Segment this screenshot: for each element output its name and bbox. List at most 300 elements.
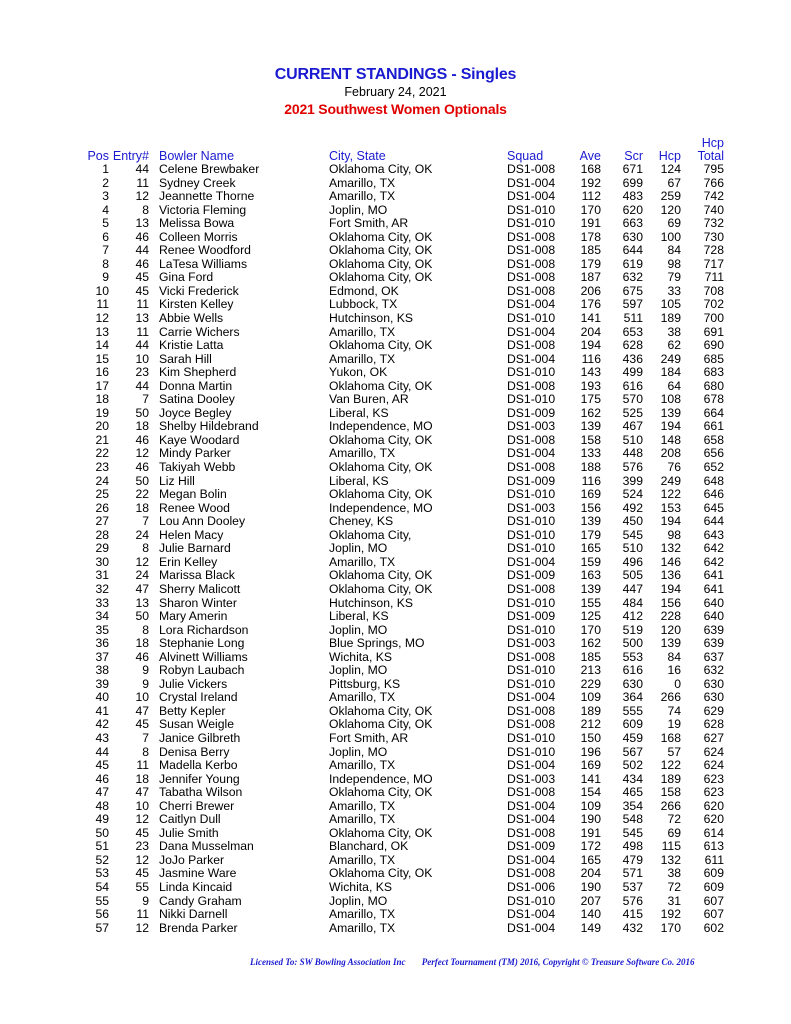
cell-entry: 45 [135,270,149,285]
cell-scr: 484 [622,595,643,610]
cell-entry: 12 [135,446,149,461]
cell-city-state: Hutchinson, KS [329,595,414,610]
table-row [78,177,724,191]
standings-body [78,163,724,935]
cell-spacer [149,895,159,909]
cell-pos: 55 [95,893,109,908]
cell-scr: 597 [622,297,643,312]
cell-entry: 50 [135,473,149,488]
cell-bowler-name: Dana Musselman [159,839,254,854]
cell-spacer [149,353,159,367]
cell-ave: 172 [580,839,601,854]
cell-entry: 8 [142,744,149,759]
cell-pos: 25 [95,487,109,502]
cell-hcp: 249 [660,351,681,366]
cell-scr: 630 [622,676,643,691]
cell-spacer [149,867,159,881]
cell-hcp-total: 624 [703,744,724,759]
cell-ave: 191 [580,825,601,840]
cell-bowler-name: Sharon Winter [159,595,237,610]
cell-hcp: 194 [660,514,681,529]
cell-city-state: Van Buren, AR [329,392,409,407]
cell-city-state: Oklahoma City, OK [329,825,433,840]
cell-spacer [149,488,159,502]
cell-hcp: 98 [667,256,681,271]
cell-hcp: 115 [661,839,681,854]
cell-scr: 548 [622,812,643,827]
col-entry: Entry# [112,149,149,163]
cell-bowler-name: Abbie Wells [159,311,224,326]
cell-ave: 192 [580,175,601,190]
cell-pos: 34 [95,609,109,624]
cell-hcp-total: 641 [703,581,724,596]
cell-hcp-total: 623 [703,785,724,800]
cell-bowler-name: Joyce Begley [159,405,232,420]
cell-hcp-total: 700 [703,311,724,326]
cell-scr: 609 [622,717,643,732]
cell-hcp-total: 607 [703,907,724,922]
cell-squad: DS1-008 [507,703,556,718]
cell-spacer [149,339,159,353]
cell-bowler-name: Kim Shepherd [159,365,237,380]
cell-ave: 179 [580,527,601,542]
cell-squad: DS1-010 [507,744,556,759]
cell-squad: DS1-008 [507,229,556,244]
cell-hcp: 184 [660,365,681,380]
cell-bowler-name: Nikki Darnell [159,907,228,922]
cell-hcp-total: 630 [703,690,724,705]
cell-spacer [149,569,159,583]
cell-scr: 576 [622,460,643,475]
cell-bowler-name: Erin Kelley [159,554,218,569]
cell-hcp: 84 [667,243,681,258]
table-row [78,407,724,421]
cell-spacer [149,393,159,407]
cell-pos: 8 [102,256,109,271]
col-hcp-total-bottom: Total [697,149,724,163]
cell-bowler-name: Colleen Morris [159,229,238,244]
cell-squad: DS1-008 [507,162,556,176]
cell-scr: 644 [622,243,643,258]
cell-pos: 37 [95,649,109,664]
cell-squad: DS1-010 [507,311,556,326]
cell-ave: 212 [580,717,601,732]
cell-pos: 39 [95,676,109,691]
cell-bowler-name: Susan Weigle [159,717,234,732]
cell-hcp-total: 640 [703,609,724,624]
cell-hcp: 148 [660,432,681,447]
cell-squad: DS1-003 [507,500,556,515]
cell-hcp-total: 691 [703,324,724,339]
cell-hcp-total: 630 [703,676,724,691]
cell-city-state: Joplin, MO [329,622,388,637]
cell-city-state: Joplin, MO [329,744,388,759]
cell-scr: 465 [622,785,643,800]
cell-hcp: 105 [660,297,681,312]
table-row [78,651,724,665]
cell-bowler-name: Victoria Fleming [159,202,247,217]
cell-entry: 18 [135,500,149,515]
cell-pos: 7 [102,243,109,258]
cell-squad: DS1-010 [507,622,556,637]
cell-scr: 632 [622,270,643,285]
table-row [78,475,724,489]
cell-hcp-total: 620 [703,812,724,827]
cell-spacer [149,922,159,936]
cell-pos: 49 [95,812,109,827]
cell-scr: 492 [622,500,643,515]
cell-hcp-total: 648 [703,473,724,488]
cell-hcp-total: 740 [703,202,724,217]
cell-scr: 619 [622,256,643,271]
cell-ave: 213 [580,663,601,678]
cell-bowler-name: Denisa Berry [159,744,230,759]
cell-hcp: 194 [660,419,681,434]
cell-scr: 671 [622,162,643,176]
cell-hcp-total: 711 [704,270,724,285]
cell-scr: 505 [622,568,643,583]
cell-scr: 502 [622,758,643,773]
cell-bowler-name: JoJo Parker [159,852,225,867]
cell-hcp-total: 690 [703,338,724,353]
cell-scr: 434 [622,771,643,786]
cell-ave: 170 [580,622,601,637]
cell-spacer [149,420,159,434]
event-name: 2021 Southwest Women Optionals [284,101,507,117]
cell-hcp-total: 645 [703,500,724,515]
cell-bowler-name: Linda Kincaid [159,879,233,894]
cell-city-state: Lubbock, TX [329,297,398,312]
cell-entry: 18 [135,771,149,786]
cell-scr: 537 [622,879,643,894]
cell-hcp: 189 [660,311,681,326]
cell-entry: 12 [135,812,149,827]
cell-squad: DS1-004 [507,812,556,827]
cell-hcp: 31 [667,893,681,908]
cell-squad: DS1-008 [507,866,556,881]
cell-squad: DS1-008 [507,649,556,664]
cell-bowler-name: Gina Ford [159,270,214,285]
cell-spacer [149,624,159,638]
cell-squad: DS1-004 [507,297,556,312]
cell-hcp-total: 609 [703,879,724,894]
cell-spacer [149,244,159,258]
cell-scr: 620 [622,202,643,217]
cell-ave: 168 [580,162,601,176]
cell-hcp: 228 [660,609,681,624]
footer [250,957,695,967]
cell-hcp: 122 [660,758,681,773]
cell-pos: 13 [95,324,109,339]
cell-hcp-total: 639 [703,636,724,651]
table-row [78,624,724,638]
cell-scr: 630 [622,229,643,244]
cell-city-state: Liberal, KS [329,405,389,420]
cell-spacer [149,908,159,922]
cell-city-state: Oklahoma City, OK [329,243,433,258]
cell-hcp-total: 664 [703,405,724,420]
cell-entry: 45 [135,283,149,298]
cell-bowler-name: Kaye Woodard [159,432,240,447]
cell-hcp: 266 [660,798,681,813]
cell-squad: DS1-008 [507,243,556,258]
cell-hcp: 19 [667,717,681,732]
cell-hcp-total: 607 [703,893,724,908]
cell-ave: 150 [580,730,601,745]
cell-hcp-total: 730 [703,229,724,244]
cell-entry: 10 [135,690,149,705]
cell-hcp: 124 [660,162,681,176]
cell-hcp: 192 [660,907,681,922]
table-row [78,732,724,746]
cell-spacer [149,610,159,624]
cell-squad: DS1-010 [507,663,556,678]
header-row [78,136,724,163]
table-row [78,569,724,583]
cell-spacer [149,177,159,191]
cell-hcp-total: 609 [703,866,724,881]
cell-ave: 159 [580,554,601,569]
cell-ave: 229 [580,676,601,691]
cell-pos: 27 [95,514,109,529]
cell-city-state: Joplin, MO [329,202,388,217]
cell-bowler-name: Lou Ann Dooley [159,514,246,529]
cell-hcp-total: 646 [703,487,724,502]
cell-spacer [149,529,159,543]
cell-pos: 2 [102,175,109,190]
cell-hcp: 108 [660,392,681,407]
cell-bowler-name: Crystal Ireland [159,690,238,705]
cell-ave: 125 [580,609,601,624]
cell-squad: DS1-010 [507,893,556,908]
cell-city-state: Amarillo, TX [329,907,396,922]
cell-hcp-total: 795 [703,162,724,176]
cell-entry: 9 [142,893,149,908]
cell-hcp: 76 [667,460,681,475]
cell-entry: 46 [135,460,149,475]
cell-hcp: 132 [660,541,681,556]
table-row [78,461,724,475]
cell-hcp-total: 641 [703,568,724,583]
cell-pos: 26 [95,500,109,515]
cell-entry: 9 [142,663,149,678]
cell-squad: DS1-008 [507,256,556,271]
cell-hcp: 208 [660,446,681,461]
cell-ave: 190 [580,879,601,894]
cell-entry: 11 [136,758,149,773]
cell-pos: 33 [95,595,109,610]
table-row [78,637,724,651]
cell-scr: 519 [622,622,643,637]
cell-ave: 170 [580,202,601,217]
cell-squad: DS1-003 [507,771,556,786]
cell-spacer [149,217,159,231]
cell-scr: 675 [622,283,643,298]
cell-ave: 163 [580,568,601,583]
cell-bowler-name: Jeannette Thorne [159,189,255,204]
cell-squad: DS1-004 [507,189,556,204]
cell-ave: 141 [580,771,601,786]
cell-hcp: 69 [667,825,681,840]
cell-scr: 576 [622,893,643,908]
cell-ave: 178 [580,229,601,244]
cell-city-state: Amarillo, TX [329,324,396,339]
cell-hcp: 33 [667,283,681,298]
cell-hcp-total: 624 [703,758,724,773]
table-row [78,895,724,909]
cell-spacer [149,691,159,705]
cell-entry: 9 [142,676,149,691]
table-row [78,610,724,624]
cell-ave: 196 [580,744,601,759]
cell-scr: 500 [622,636,643,651]
cell-hcp-total: 614 [703,825,724,840]
table-row [78,312,724,326]
cell-squad: DS1-009 [507,568,556,583]
cell-entry: 45 [135,717,149,732]
cell-pos: 20 [95,419,109,434]
cell-scr: 483 [622,189,643,204]
cell-city-state: Joplin, MO [329,663,388,678]
cell-squad: DS1-008 [507,581,556,596]
table-row [78,718,724,732]
cell-entry: 18 [135,636,149,651]
cell-spacer [149,718,159,732]
table-row [78,840,724,854]
cell-squad: DS1-010 [507,202,556,217]
cell-hcp-total: 728 [703,243,724,258]
cell-bowler-name: Robyn Laubach [159,663,245,678]
cell-hcp: 194 [660,581,681,596]
cell-pos: 35 [95,622,109,637]
cell-hcp: 259 [660,189,681,204]
cell-pos: 31 [95,568,109,583]
cell-bowler-name: Vicki Frederick [159,283,239,298]
cell-ave: 169 [580,758,601,773]
cell-ave: 176 [580,297,601,312]
cell-ave: 133 [580,446,601,461]
cell-hcp: 38 [667,324,681,339]
cell-hcp: 98 [667,527,681,542]
cell-city-state: Liberal, KS [329,473,389,488]
cell-city-state: Amarillo, TX [329,758,396,773]
cell-spacer [149,840,159,854]
cell-city-state: Cheney, KS [329,514,394,529]
cell-scr: 459 [622,730,643,745]
cell-hcp: 158 [660,785,681,800]
col-scr: Scr [624,149,643,163]
cell-entry: 7 [142,730,149,745]
cell-scr: 699 [622,175,643,190]
cell-city-state: Oklahoma City, OK [329,717,433,732]
cell-scr: 432 [622,920,643,935]
cell-scr: 479 [622,852,643,867]
cell-city-state: Amarillo, TX [329,852,396,867]
cell-entry: 12 [135,554,149,569]
cell-spacer [149,583,159,597]
table-row [78,204,724,218]
table-row [78,258,724,272]
cell-city-state: Oklahoma City, OK [329,866,433,881]
cell-spacer [149,597,159,611]
cell-pos: 12 [95,311,109,326]
cell-pos: 52 [95,852,109,867]
cell-spacer [149,298,159,312]
cell-entry: 11 [136,324,149,339]
cell-hcp-total: 766 [703,175,724,190]
table-row [78,515,724,529]
cell-bowler-name: Caitlyn Dull [159,812,221,827]
cell-bowler-name: Celene Brewbaker [159,162,260,176]
cell-pos: 47 [95,785,109,800]
cell-spacer [149,732,159,746]
table-row [78,881,724,895]
cell-hcp-total: 627 [703,730,724,745]
cell-hcp-total: 652 [703,460,724,475]
footer-copyright: Perfect Tournament (TM) 2016, Copyright © Treasure Software Co. 2016 [421,957,695,967]
cell-pos: 38 [95,663,109,678]
table-row [78,867,724,881]
cell-ave: 204 [580,324,601,339]
cell-bowler-name: Sarah Hill [159,351,212,366]
cell-city-state: Yukon, OK [329,365,388,380]
cell-squad: DS1-004 [507,690,556,705]
cell-pos: 15 [95,351,109,366]
cell-ave: 204 [580,866,601,881]
col-hcp: Hcp [658,149,681,163]
cell-hcp-total: 732 [703,216,724,231]
table-row [78,298,724,312]
cell-entry: 46 [135,229,149,244]
cell-ave: 175 [580,392,601,407]
cell-ave: 109 [580,798,601,813]
cell-entry: 12 [135,189,149,204]
cell-scr: 399 [622,473,643,488]
cell-hcp: 79 [667,270,681,285]
cell-hcp: 72 [667,812,681,827]
cell-entry: 50 [135,609,149,624]
cell-spacer [149,190,159,204]
table-row [78,353,724,367]
table-row [78,434,724,448]
cell-hcp: 136 [660,568,681,583]
cell-ave: 165 [580,852,601,867]
cell-hcp: 120 [660,202,681,217]
cell-bowler-name: Candy Graham [159,893,242,908]
cell-squad: DS1-009 [507,405,556,420]
cell-ave: 207 [580,893,601,908]
cell-hcp-total: 623 [703,771,724,786]
cell-pos: 56 [95,907,109,922]
cell-city-state: Amarillo, TX [329,690,396,705]
cell-spacer [149,678,159,692]
cell-bowler-name: Kirsten Kelley [159,297,234,312]
cell-hcp: 139 [660,636,681,651]
cell-pos: 4 [102,202,109,217]
cell-bowler-name: Sherry Malicott [159,581,241,596]
cell-scr: 524 [622,487,643,502]
cell-squad: DS1-003 [507,419,556,434]
cell-bowler-name: Jasmine Ware [159,866,237,881]
cell-bowler-name: Carrie Wichers [159,324,240,339]
cell-scr: 570 [622,392,643,407]
cell-hcp: 64 [667,378,681,393]
cell-ave: 139 [580,419,601,434]
cell-city-state: Independence, MO [329,771,433,786]
table-row [78,705,724,719]
cell-entry: 45 [135,866,149,881]
cell-scr: 448 [622,446,643,461]
